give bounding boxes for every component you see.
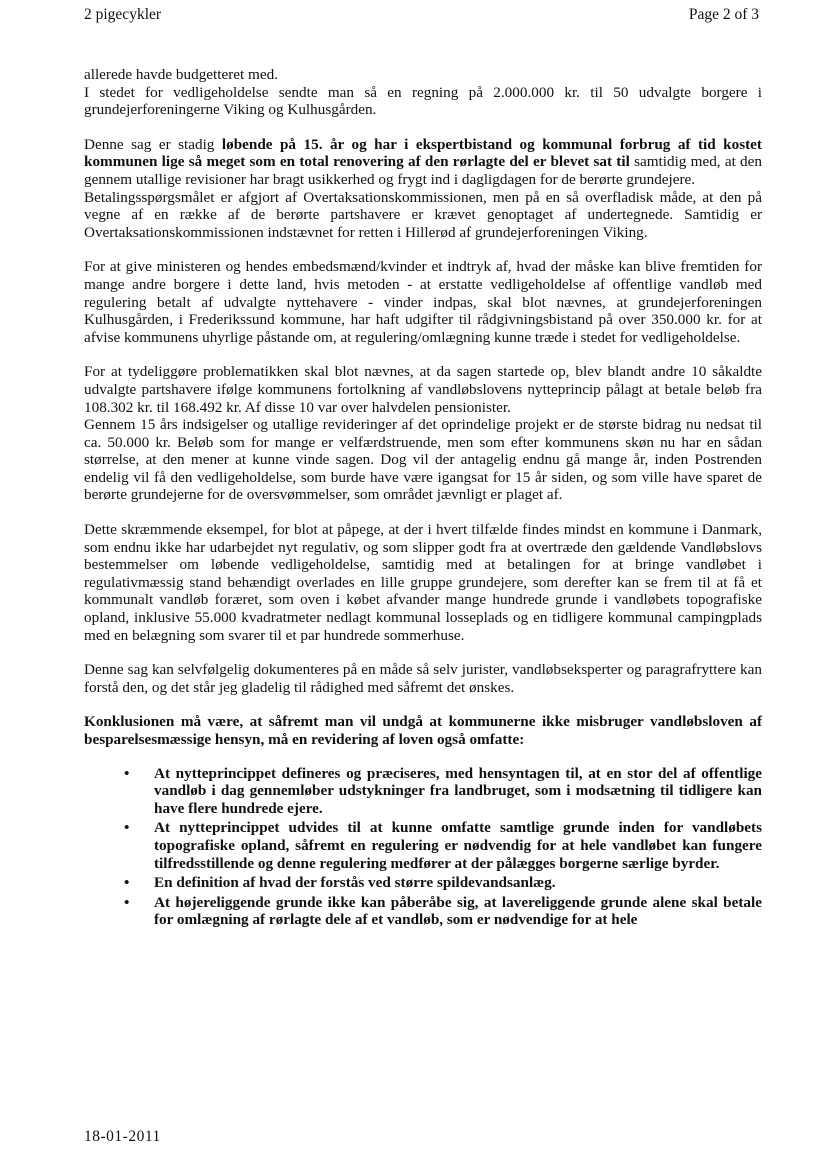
- list-item: [84, 874, 762, 892]
- paragraph-5: For at give ministeren og hendes embedsmænd/kvinder et indtryk af, hvad der måske kan blive fremtiden for mange andre borgere i dette land, hvis metoden - at erstatte vedligeholdelse af offentlige vandløb med regulering betalt af udvalgte nyttehavere - vinder indpas, skal blot nævnes, at grundejerforeningen Kulhusgården, i Frederikssund kommune, har haft udgifter til rådgivningsbistand på over 350.000 kr. for at afvise kommunens uhyrlige påstande om, at regulering/omlægning kunne træde i stedet for vedligeholdelse.: [84, 258, 762, 346]
- footer-date: 18-01-2011: [84, 1128, 161, 1145]
- header-title: 2 pigecykler: [84, 6, 162, 23]
- list-item-text: At nytteprincippet udvides til at kunne omfatte samtlige grunde inden for vandløbets topografiske opland, såfremt en regulering er nødvendig for at hele vandløbet kan fungere tilfredsstillende og denne regulering medfører at der pålægges borgerne særlige byrder.: [154, 819, 762, 872]
- list-item-text: At nytteprincippet defineres og præciseres, med hensyntagen til, at en stor del af offentlige vandløb i dag gennemløber udstykninger fra landbruget, som i modsætning til tidligere kan have flere hundrede ejere.: [154, 764, 762, 817]
- paragraph-2: I stedet for vedligeholdelse sendte man så en regning på 2.000.000 kr. til 50 udvalgte borgere i grundejerforeningerne Viking og Kulhusgården.: [84, 83, 762, 119]
- list-item: [84, 819, 762, 872]
- requirements-list: [84, 765, 762, 929]
- paragraph-3-start: Denne sag er stadig: [84, 135, 222, 153]
- paragraph-4: Betalingsspørgsmålet er afgjort af Overtaksationskommissionen, men på en så overfladisk måde, at den på vegne af en række af de berørte partshavere er krævet genoptaget af undertegnede. Samtidig er Overtaksationskommissionen indstævnet for retten i Hillerød af grundejerforeningen Viking.: [84, 188, 762, 241]
- list-item-text: En definition af hvad der forstås ved større spildevandsanlæg.: [154, 874, 556, 892]
- paragraph-7: Gennem 15 års indsigelser og utallige revideringer af det oprindelige projekt er de største bidrag nu nedsat til ca. 50.000 kr. Beløb som for mange er velfærdstruende, men som efter kommunens skøn nu har en sådan størrelse, at den mener at kunne vinde sagen. Dog vil der antagelig endnu gå mange år, inden Postrenden endelig vil få den vedligeholdelse, som burde have være igangsat for 15 år siden, og som ville have sparet de berørte grundejerne for de oversvømmelser, som området jævnligt er plaget af.: [84, 416, 762, 504]
- list-item-text: At højereliggende grunde ikke kan påberåbe sig, at lavereliggende grunde alene skal betale for omlægning af rørlagte dele af et vandløb, som er nødvendige for at hele: [154, 893, 762, 929]
- bullet-icon: •: [124, 764, 130, 782]
- page-number: Page 2 of 3: [688, 6, 759, 23]
- paragraph-6: For at tydeliggøre problematikken skal blot nævnes, at da sagen startede op, blev blandt andre 10 såkaldte udvalgte partshavere ifølge kommunens fortolkning af vandløbslovens nytteprincip pålagt at betale beløb fra 108.302 kr. til 168.492 kr. Af disse 10 var over halvdelen pensionister.: [84, 363, 762, 416]
- paragraph-3-bold: løbende på 15. år og har i ekspertbistand og kommunal forbrug af tid kostet kommunen lige så meget som en total renovering af den rørlagte del er blevet sat til: [84, 135, 762, 171]
- paragraph-8: Dette skræmmende eksempel, for blot at påpege, at der i hvert tilfælde findes mindst en kommune i Danmark, som endnu ikke har udarbejdet nyt regulativ, og som slipper godt fra at overtræde den gældende Vandløbslovs bestemmelser om løbende vedligeholdelse, samtidig med at betalingen for at bringe vandløbet i regulativmæssig stand behændigt overlades en lille gruppe grundejere, som derefter kan se frem til at få et kommunalt vandløb foræret, som oven i købet afvander mange hundrede grunde i vandløbets topografiske opland, inklusive 55.000 kvadratmeter nedlagt kommunal losseplads og en tidligere kommunal campingplads med en belægning som svarer til et par hundrede sommerhuse.: [84, 521, 762, 644]
- conclusion-heading: Konklusionen må være, at såfremt man vil undgå at kommunerne ikke misbruger vandløbsloven af besparelsesmæssige hensyn, må en revidering af loven også omfatte:: [84, 713, 762, 748]
- list-item: [84, 765, 762, 818]
- document-body: [84, 66, 762, 931]
- paragraph-1: allerede havde budgetteret med.: [84, 66, 278, 83]
- paragraph-3: [84, 136, 762, 189]
- list-item: [84, 894, 762, 929]
- bullet-icon: •: [124, 893, 130, 911]
- paragraph-9: Denne sag kan selvfølgelig dokumenteres på en måde så selv jurister, vandløbseksperter og paragrafryttere kan forstå den, og det står jeg gladelig til rådighed med såfremt det ønskes.: [84, 661, 762, 696]
- paragraph-3-end: samtidig med, at den gennem utallige revisioner har bragt usikkerhed og frygt ind i dagligdagen for de berørte grundejere.: [84, 153, 762, 188]
- bullet-icon: •: [124, 874, 130, 892]
- bullet-icon: •: [124, 819, 130, 837]
